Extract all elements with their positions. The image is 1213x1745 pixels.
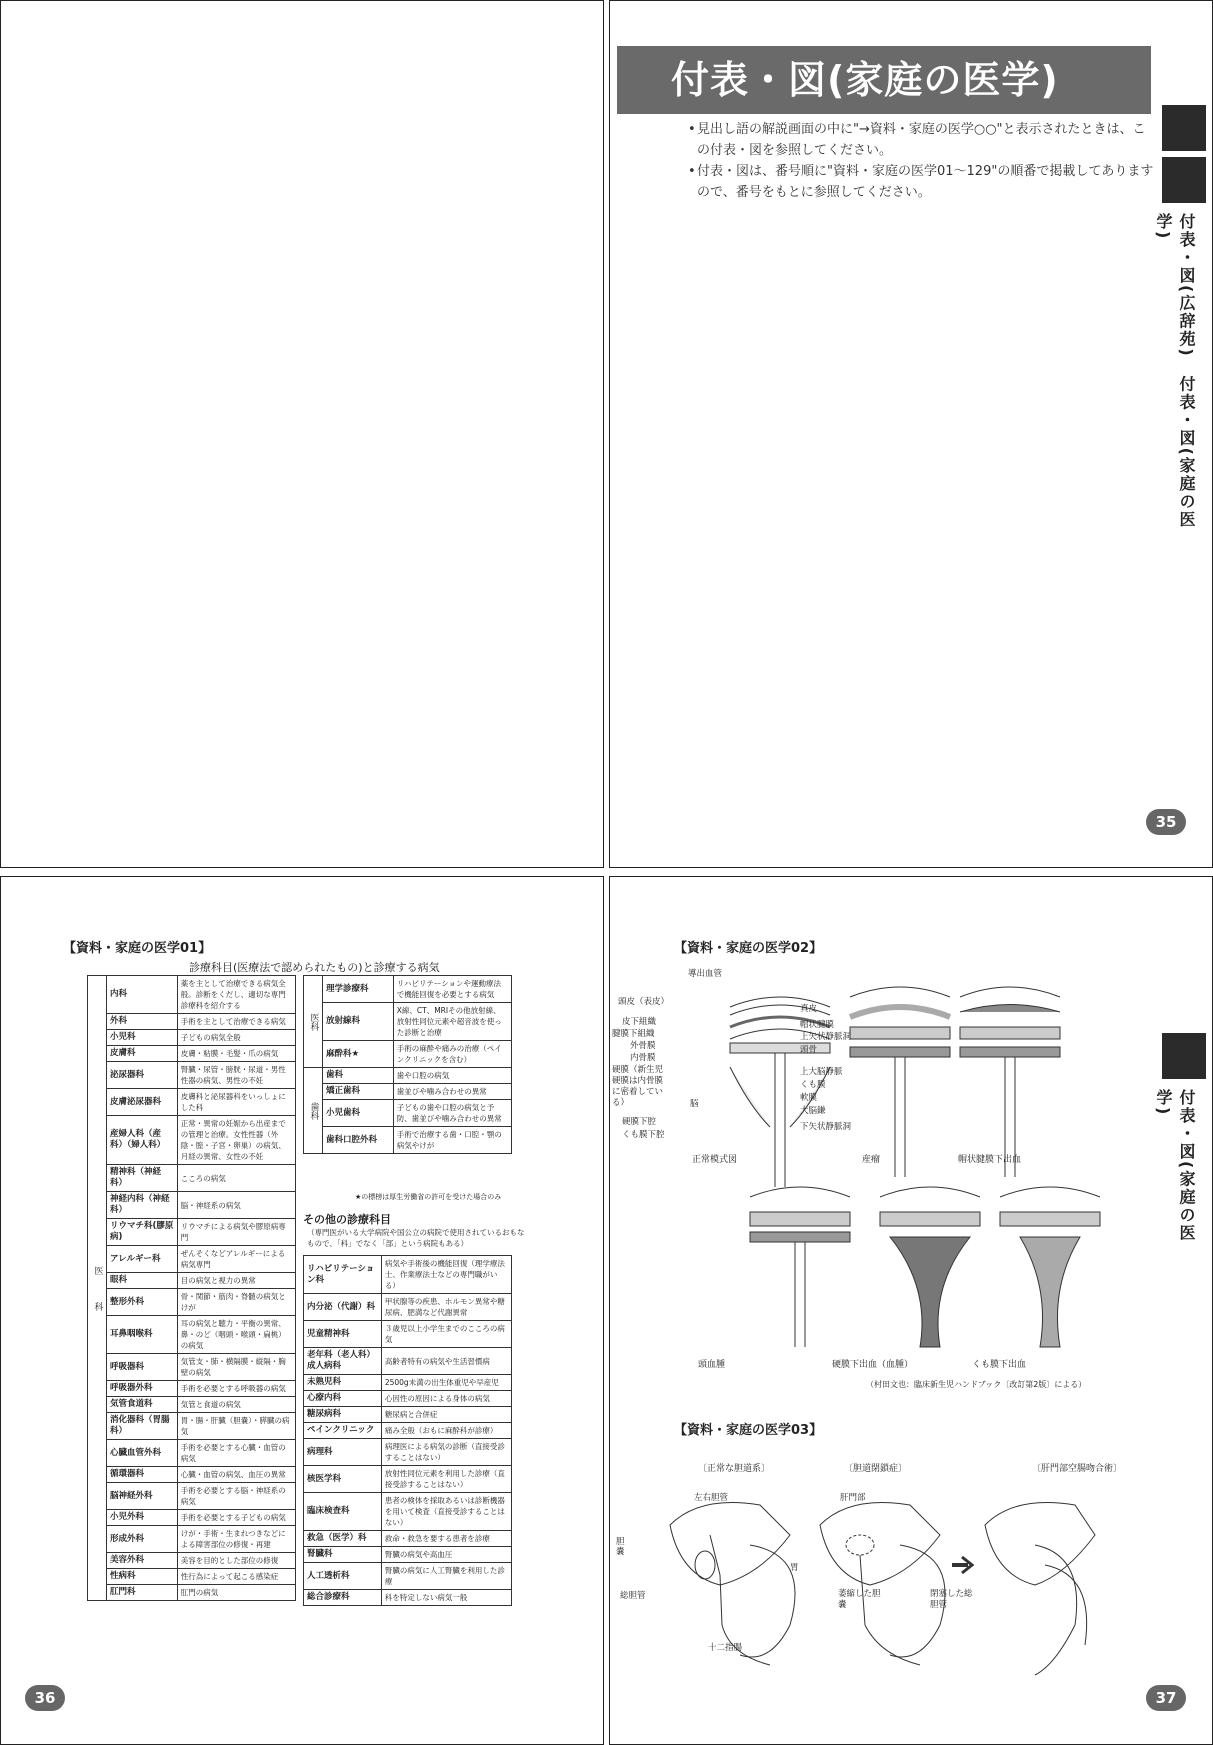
department-name: 皮膚科 — [107, 1046, 178, 1062]
page-number: 36 — [25, 1685, 65, 1711]
department-description: 腎臓の病気や高血圧 — [381, 1547, 511, 1563]
department-name: 整形外科 — [107, 1289, 178, 1316]
table-row — [88, 1483, 296, 1510]
department-description: リウマチによる病気や膠原病専門 — [177, 1219, 295, 1246]
table-row — [88, 1381, 296, 1397]
department-description: 皮膚・粘膜・毛髪・爪の病気 — [177, 1046, 295, 1062]
table-row — [304, 1531, 512, 1547]
figure-label: 皮下組織 — [622, 1017, 657, 1027]
blank-page — [0, 0, 604, 868]
section-heading: 【資料・家庭の医学03】 — [674, 1423, 823, 1438]
table-row — [88, 1413, 296, 1440]
figure-caption: 帽状腱膜下出血 — [958, 1155, 1022, 1165]
department-name: リハビリテーション科 — [304, 1256, 382, 1294]
figure-label: 導出血管 — [688, 969, 723, 979]
table-row — [304, 1563, 512, 1590]
table-row — [88, 1553, 296, 1569]
department-name: 消化器科（胃腸科） — [107, 1413, 178, 1440]
department-description: 美容を目的とした部位の修復 — [177, 1553, 295, 1569]
department-description: 手術を必要とする呼吸器の病気 — [177, 1381, 295, 1397]
figure-label: 真皮 — [800, 1004, 818, 1014]
figure-label: 腱膜下組織 — [612, 1029, 655, 1039]
department-description: 脳・神経系の病気 — [177, 1192, 295, 1219]
department-name: 眼科 — [107, 1273, 178, 1289]
department-description: 歯並びや噛み合わせの異常 — [393, 1084, 511, 1100]
figure-label: 外骨膜 — [630, 1041, 656, 1051]
department-description: 病理医による病気の診断（直接受診することはない） — [381, 1439, 511, 1466]
department-description: 病気や手術後の機能回復（理学療法士、作業療法士などの専門職がいる） — [381, 1256, 511, 1294]
page-35 — [609, 0, 1213, 868]
hepatic-portoenterostomy-drawing — [985, 1503, 1095, 1676]
table-row — [304, 1348, 512, 1375]
table-row — [304, 1423, 512, 1439]
department-description: リハビリテーションや運動療法で機能回復を必要とする病気 — [393, 976, 511, 1003]
department-name: 糖尿病科 — [304, 1407, 382, 1423]
department-description: 甲状腺等の疾患、ホルモン異常や糖尿病、肥満など代謝異常 — [381, 1294, 511, 1321]
page-number: 37 — [1146, 1685, 1186, 1711]
department-name: 耳鼻咽喉科 — [107, 1316, 178, 1354]
department-name: 小児科 — [107, 1030, 178, 1046]
section-heading: 【資料・家庭の医学02】 — [674, 941, 823, 956]
department-name: 性病科 — [107, 1569, 178, 1585]
department-description: 糖尿病と合併症 — [381, 1407, 511, 1423]
department-description: 高齢者特有の病気や生活習慣病 — [381, 1348, 511, 1375]
table-row — [88, 1014, 296, 1030]
department-name: 産婦人科（産科）（婦人科） — [107, 1116, 178, 1165]
department-description: 2500g未満の出生体重児や早産児 — [381, 1375, 511, 1391]
department-description: 心因性の原因による身体の病気 — [381, 1391, 511, 1407]
figure-subtitle: 〔肝門部空腸吻合術〕 — [1032, 1464, 1123, 1474]
table-row — [304, 1407, 512, 1423]
figure-label: くも膜 — [800, 1080, 826, 1090]
department-description: 目の病気と視力の異常 — [177, 1273, 295, 1289]
department-description: けが・手術・生まれつきなどによる障害部位の修復・再建 — [177, 1526, 295, 1553]
figure-label: 左右胆管 — [694, 1493, 729, 1503]
section-heading: 【資料・家庭の医学01】 — [63, 941, 212, 956]
department-name: 小児外科 — [107, 1510, 178, 1526]
table-row — [88, 1192, 296, 1219]
subgaleal-hemorrhage-drawing — [960, 987, 1060, 1177]
table-row — [88, 1510, 296, 1526]
department-description: 骨・関節・筋肉・脊髄の病気とけが — [177, 1289, 295, 1316]
department-description: 患者の検体を採取あるいは診断機器を用いて検査（直接受診することはない） — [381, 1493, 511, 1531]
table-row — [88, 1467, 296, 1483]
department-description: 手術で治療する歯・口腔・顎の病気やけが — [393, 1127, 511, 1154]
table-row — [88, 1165, 296, 1192]
department-name: 矯正歯科 — [323, 1084, 394, 1100]
figure-caption: 産瘤 — [862, 1155, 881, 1165]
caput-drawing — [850, 987, 950, 1177]
figure-label: 硬膜（新生児硬膜は内骨膜に密着している） — [612, 1065, 664, 1108]
other-departments-heading: その他の診療科目 — [303, 1213, 391, 1226]
figure-label: 十二指腸 — [708, 1643, 743, 1653]
figure-caption: くも膜下出血 — [972, 1360, 1027, 1370]
table-row — [88, 1585, 296, 1601]
table-row — [304, 1041, 512, 1068]
department-name: 小児歯科 — [323, 1100, 394, 1127]
department-description: 気管支・肺・横隔膜・縦隔・胸壁の病気 — [177, 1354, 295, 1381]
department-name: 腎臓科 — [304, 1547, 382, 1563]
figure-label: 頭皮（表皮） — [618, 997, 670, 1007]
table-footnote: ★の標榜は厚生労働省の許可を受けた場合のみ — [355, 1193, 502, 1201]
department-name: 病理科 — [304, 1439, 382, 1466]
table-row — [304, 1256, 512, 1294]
department-name: 歯科口腔外科 — [323, 1127, 394, 1154]
department-name: 呼吸器外科 — [107, 1381, 178, 1397]
department-description: X線、CT、MRIその他放射線、放射性同位元素や超音波を使った診断と治療 — [393, 1003, 511, 1041]
table-row — [304, 1439, 512, 1466]
department-description: こころの病気 — [177, 1165, 295, 1192]
table-row — [88, 1289, 296, 1316]
figure-source: （村田文也：臨床新生児ハンドブック〔改訂第2版〕による） — [866, 1380, 1087, 1389]
department-description: 手術を必要とする子どもの病気 — [177, 1510, 295, 1526]
departments-table — [87, 975, 296, 1601]
instruction-list — [688, 119, 1158, 203]
page-number: 35 — [1146, 809, 1186, 835]
table-row — [88, 1526, 296, 1553]
department-description: 肛門の病気 — [177, 1585, 295, 1601]
department-name: 核医学科 — [304, 1466, 382, 1493]
department-description: 皮膚科と泌尿器科をいっしょにした科 — [177, 1089, 295, 1116]
other-departments-note: （専門医がいる大学病院や国公立の病院で使用されているおもなもので、「科」でなく「部」という病院もある） — [307, 1228, 525, 1248]
table-row — [88, 1062, 296, 1089]
department-name: 気管食道科 — [107, 1397, 178, 1413]
department-description: 薬を主として治療できる病気全般。診断をくだし、適切な専門診療科を紹介する — [177, 976, 295, 1014]
department-name: 美容外科 — [107, 1553, 178, 1569]
figure-label: くも膜下腔 — [622, 1130, 665, 1140]
department-description: 歯や口腔の病気 — [393, 1068, 511, 1084]
subdural-hemorrhage-drawing — [880, 1187, 980, 1347]
department-name: 人工透析科 — [304, 1563, 382, 1590]
figure-label: 総胆管 — [620, 1591, 646, 1601]
table-row — [304, 1294, 512, 1321]
department-name: 呼吸器科 — [107, 1354, 178, 1381]
figure-label: 大脳鎌 — [800, 1106, 826, 1116]
department-description: 手術を主として治療できる病気 — [177, 1014, 295, 1030]
figure-caption: 頭血腫 — [698, 1360, 726, 1370]
department-description: 痛み全般（おもに麻酔科が診療） — [381, 1423, 511, 1439]
department-name: 内分泌（代謝）科 — [304, 1294, 382, 1321]
figure-label: 頭骨 — [800, 1045, 818, 1055]
table-row — [88, 1273, 296, 1289]
figure-label: 上矢状静脈洞 — [800, 1032, 852, 1042]
index-tab — [1162, 1033, 1206, 1079]
department-name: 精神科（神経科） — [107, 1165, 178, 1192]
index-tab — [1162, 105, 1206, 151]
group-label: 医 科 — [88, 976, 107, 1601]
figure-label: 硬膜下腔 — [622, 1117, 657, 1127]
figure-label: 帽状腱膜 — [800, 1020, 835, 1030]
table-row — [304, 1375, 512, 1391]
table-row — [88, 1116, 296, 1165]
biliary-atresia-drawing — [820, 1503, 945, 1666]
department-name: 理学診療科 — [323, 976, 394, 1003]
department-description: ぜんそくなどアレルギーによる病気専門 — [177, 1246, 295, 1273]
department-description: 救命・救急を要する患者を診療 — [381, 1531, 511, 1547]
instruction-item: • 付表・図は、番号順に"資料・家庭の医学01〜129"の順番で掲載してありますので、番号をもとに参照してください。 — [688, 161, 1158, 203]
figure-label: 胆嚢 — [616, 1537, 625, 1557]
table-row — [304, 1547, 512, 1563]
other-departments-table — [303, 1255, 512, 1606]
specialty-table — [303, 975, 512, 1154]
department-name: 外科 — [107, 1014, 178, 1030]
department-name: 循環器科 — [107, 1467, 178, 1483]
department-description: 腎臓の病気に人工腎臓を利用した診療 — [381, 1563, 511, 1590]
group-label: 医科 — [304, 976, 323, 1068]
table-row — [304, 1493, 512, 1531]
department-name: ペインクリニック — [304, 1423, 382, 1439]
head-cross-section-figure — [660, 957, 1110, 1377]
department-name: 脳神経外科 — [107, 1483, 178, 1510]
table-row — [304, 1068, 512, 1084]
table-title: 診療科目(医療法で認められたもの)と診療する病気 — [189, 961, 440, 974]
department-description: 胃・腸・肝臓（胆嚢）・膵臓の病気 — [177, 1413, 295, 1440]
table-row — [304, 1003, 512, 1041]
department-name: 麻酔科★ — [323, 1041, 394, 1068]
figure-label: 上大脳静脈 — [800, 1067, 843, 1077]
figure-label: 下矢状静脈洞 — [800, 1122, 852, 1132]
department-description: 心臓・血管の病気、血圧の異常 — [177, 1467, 295, 1483]
table-row — [88, 1569, 296, 1585]
group-label: 歯科 — [304, 1068, 323, 1154]
figure-label: 閉塞した総胆管 — [930, 1589, 973, 1610]
department-description: 正常・異常の妊娠から出産までの管理と治療。女性性器（外陰・膣・子宮・卵巣）の病気、月経の異常、女性の不妊 — [177, 1116, 295, 1165]
page-37 — [609, 876, 1213, 1745]
department-description: 性行為によって起こる感染症 — [177, 1569, 295, 1585]
department-description: 放射性同位元素を利用した診療（直接受診することはない） — [381, 1466, 511, 1493]
department-name: 心臓血管外科 — [107, 1440, 178, 1467]
page-36 — [0, 876, 604, 1745]
table-row — [304, 1466, 512, 1493]
figure-label: 脳 — [690, 1099, 699, 1109]
department-name: 救急（医学）科 — [304, 1531, 382, 1547]
department-description: 腎臓・尿管・膀胱・尿道・男性性器の病気、男性の不妊 — [177, 1062, 295, 1089]
department-name: リウマチ科(膠原病) — [107, 1219, 178, 1246]
table-row — [88, 1246, 296, 1273]
figure-label: 内骨膜 — [630, 1053, 656, 1063]
department-name: 皮膚泌尿器科 — [107, 1089, 178, 1116]
department-description: 耳の病気と聴力・平衡の異常、鼻・のど（咽頭・喉頭・扁桃）の病気 — [177, 1316, 295, 1354]
figure-label: 胃 — [790, 1563, 799, 1573]
table-row — [304, 1391, 512, 1407]
department-name: 放射線科 — [323, 1003, 394, 1041]
figure-label: 肝門部 — [840, 1493, 866, 1503]
department-name: 神経内科（神経科） — [107, 1192, 178, 1219]
department-name: 内科 — [107, 976, 178, 1014]
table-row — [88, 1354, 296, 1381]
table-row — [88, 1397, 296, 1413]
index-tab — [1162, 157, 1206, 203]
department-name: 児童精神科 — [304, 1321, 382, 1348]
figure-caption: 硬膜下出血（血腫） — [832, 1360, 914, 1370]
department-description: 子どもの病気全般 — [177, 1030, 295, 1046]
figure-label: 萎縮した胆嚢 — [838, 1589, 881, 1610]
table-row — [88, 1440, 296, 1467]
department-description: 子どもの歯や口腔の病気と予防、歯並びや噛み合わせの異常 — [393, 1100, 511, 1127]
department-description: 手術を必要とする脳・神経系の病気 — [177, 1483, 295, 1510]
department-description: 気管と食道の病気 — [177, 1397, 295, 1413]
department-name: 歯科 — [323, 1068, 394, 1084]
side-index-label: 付表・図(広辞苑) 付表・図(家庭の医学) — [1154, 213, 1196, 529]
department-name: 心療内科 — [304, 1391, 382, 1407]
department-name: 老年科（老人科）成人病科 — [304, 1348, 382, 1375]
table-row — [88, 1316, 296, 1354]
instruction-item: • 見出し語の解説画面の中に"→資料・家庭の医学○○"と表示されたときは、この付表・図を参照してください。 — [688, 119, 1158, 161]
department-name: 肛門科 — [107, 1585, 178, 1601]
table-row — [304, 1321, 512, 1348]
department-name: 形成外科 — [107, 1526, 178, 1553]
department-description: 手術の麻酔や痛みの治療（ペインクリニックを含む） — [393, 1041, 511, 1068]
department-description: 科を特定しない病気一般 — [381, 1590, 511, 1606]
table-row — [304, 1084, 512, 1100]
figure-label: 軟膜 — [800, 1093, 818, 1103]
table-row — [304, 1127, 512, 1154]
cephalhematoma-drawing — [750, 1187, 850, 1347]
department-name: 臨床検査科 — [304, 1493, 382, 1531]
department-name: アレルギー科 — [107, 1246, 178, 1273]
table-row — [304, 976, 512, 1003]
subarachnoid-hemorrhage-drawing — [1000, 1187, 1100, 1347]
table-row — [304, 1590, 512, 1606]
biliary-system-figure — [660, 1475, 1100, 1685]
figure-subtitle: 〔胆道閉鎖症〕 — [844, 1464, 908, 1474]
table-row — [88, 1046, 296, 1062]
table-row — [304, 1100, 512, 1127]
department-description: 手術を必要とする心臓・血管の病気 — [177, 1440, 295, 1467]
figure-subtitle: 〔正常な胆道系〕 — [698, 1464, 771, 1474]
side-index-label: 付表・図(家庭の医学) — [1154, 1089, 1196, 1243]
table-row — [88, 976, 296, 1014]
department-name: 泌尿器科 — [107, 1062, 178, 1089]
department-name: 未熟児科 — [304, 1375, 382, 1391]
department-description: ３歳児以上小学生までのこころの病気 — [381, 1321, 511, 1348]
figure-caption: 正常模式図 — [692, 1155, 738, 1165]
table-row — [88, 1219, 296, 1246]
table-row — [88, 1089, 296, 1116]
page-title: 付表・図(家庭の医学) — [617, 46, 1151, 114]
table-row — [88, 1030, 296, 1046]
department-name: 総合診療科 — [304, 1590, 382, 1606]
